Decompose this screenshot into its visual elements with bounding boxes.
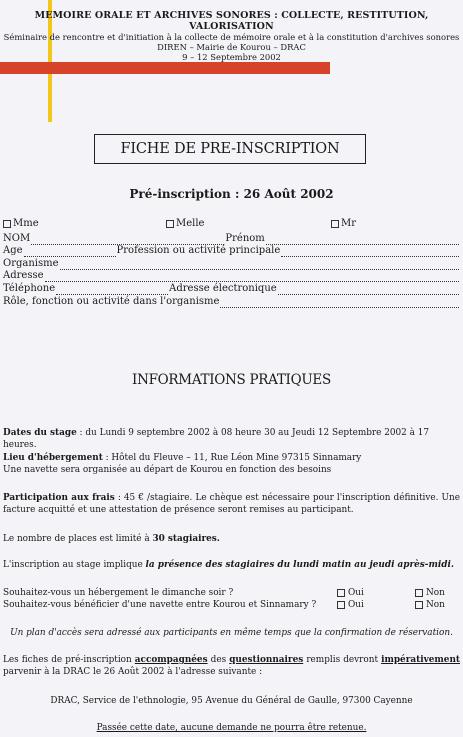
shuttle-no-option[interactable]: Non	[415, 600, 445, 610]
checkbox-mme[interactable]	[3, 220, 11, 228]
civility-melle[interactable]: Melle	[166, 218, 204, 229]
label-email: Adresse électronique	[169, 282, 277, 294]
decorative-red-bar	[0, 62, 330, 74]
row-organisme	[3, 257, 460, 270]
field-profession[interactable]	[281, 247, 459, 257]
field-organisme[interactable]	[60, 260, 459, 270]
field-prenom[interactable]	[266, 235, 459, 245]
checkbox-shuttle-no[interactable]	[415, 601, 423, 609]
header-subtitle: Séminaire de rencontre et d'initiation à la collecte de mémoire orale et à la constitution d'archives sonores	[3, 32, 460, 42]
row-adresse	[3, 270, 460, 283]
return-instructions: Les fiches de pré-inscription accompagnées des questionnaires remplis devront impérativement parvenir à la DRAC le 26 Août 2002 à l'adresse suivante :	[3, 655, 460, 677]
commitment-info: L'inscription au stage implique la présence des stagiaires du lundi matin au jeudi après-midi.	[3, 560, 454, 570]
row-role	[3, 295, 460, 308]
label-profession: Profession ou activité principale	[116, 245, 281, 257]
label-role: Rôle, fonction ou activité dans l'organisme	[3, 295, 220, 307]
label-prenom: Prénom	[225, 232, 265, 244]
lodging-info: Lieu d'hébergement : Hôtel du Fleuve – 11, Rue Léon Mine 97315 Sinnamary Une navette sera organisée au départ de Kourou en fonction des besoins	[3, 453, 362, 475]
question-lodging: Souhaitez-vous un hébergement le dimanche soir ? Oui Non	[3, 588, 445, 598]
label-organisme: Organisme	[3, 257, 59, 269]
lodging-no-option[interactable]: Non	[415, 588, 445, 598]
row-telephone	[3, 282, 460, 295]
field-telephone[interactable]	[56, 285, 168, 295]
checkbox-lodging-yes[interactable]	[337, 589, 345, 597]
stage-dates: Dates du stage : du Lundi 9 septembre 2002 à 08 heure 30 au Jeudi 12 Septembre 2002 à 17 heures.	[3, 428, 430, 450]
shuttle-yes-option[interactable]: Oui	[337, 600, 364, 610]
access-plan-note: Un plan d'accès sera adressé aux participants en même temps que la confirmation de réservation.	[10, 628, 453, 638]
label-adresse: Adresse	[3, 270, 44, 282]
field-adresse[interactable]	[45, 272, 459, 282]
checkbox-melle[interactable]	[166, 220, 174, 228]
civility-mr[interactable]: Mr	[331, 218, 356, 229]
row-nom	[3, 232, 460, 245]
form-title: FICHE DE PRE-INSCRIPTION	[94, 134, 366, 164]
civility-mme[interactable]: Mme	[3, 218, 39, 229]
field-age[interactable]	[24, 247, 116, 257]
question-shuttle: Souhaitez-vous bénéficier d'une navette entre Kourou et Sinnamary ? Oui Non	[3, 600, 445, 610]
field-nom[interactable]	[31, 235, 224, 245]
header-dates: 9 – 12 Septembre 2002	[182, 52, 281, 62]
checkbox-lodging-no[interactable]	[415, 589, 423, 597]
checkbox-mr[interactable]	[331, 220, 339, 228]
field-email[interactable]	[278, 285, 459, 295]
registration-form	[3, 218, 460, 308]
label-age: Age	[3, 245, 23, 257]
info-section-title: INFORMATIONS PRATIQUES	[132, 372, 331, 388]
shuttle-info: Une navette sera organisée au départ de Kourou en fonction des besoins	[3, 465, 332, 475]
lodging-yes-option[interactable]: Oui	[337, 588, 364, 598]
row-age	[3, 245, 460, 258]
label-telephone: Téléphone	[3, 282, 56, 294]
label-nom: NOM	[3, 232, 31, 244]
document-header	[0, 10, 463, 62]
preregistration-deadline: Pré-inscription : 26 Août 2002	[129, 187, 334, 201]
deadline-warning: Passée cette date, aucune demande ne pourra être retenue.	[96, 723, 367, 733]
field-role[interactable]	[220, 298, 459, 308]
checkbox-shuttle-yes[interactable]	[337, 601, 345, 609]
header-organizers: DIREN – Mairie de Kourou – DRAC	[157, 42, 306, 52]
header-title: MEMOIRE ORALE ET ARCHIVES SONORES : COLLECTE, RESTITUTION, VALORISATION	[34, 10, 429, 32]
fees-info: Participation aux frais : 45 € /stagiaire. Le chèque est nécessaire pour l'inscription définitive. Une facture acquitté et une attestation de présence seront remises au participant.	[3, 493, 460, 515]
drac-address: DRAC, Service de l'ethnologie, 95 Avenue du Général de Gaulle, 97300 Cayenne	[50, 696, 413, 706]
civility-row	[3, 218, 460, 232]
places-info: Le nombre de places est limité à 30 stagiaires.	[3, 534, 220, 544]
